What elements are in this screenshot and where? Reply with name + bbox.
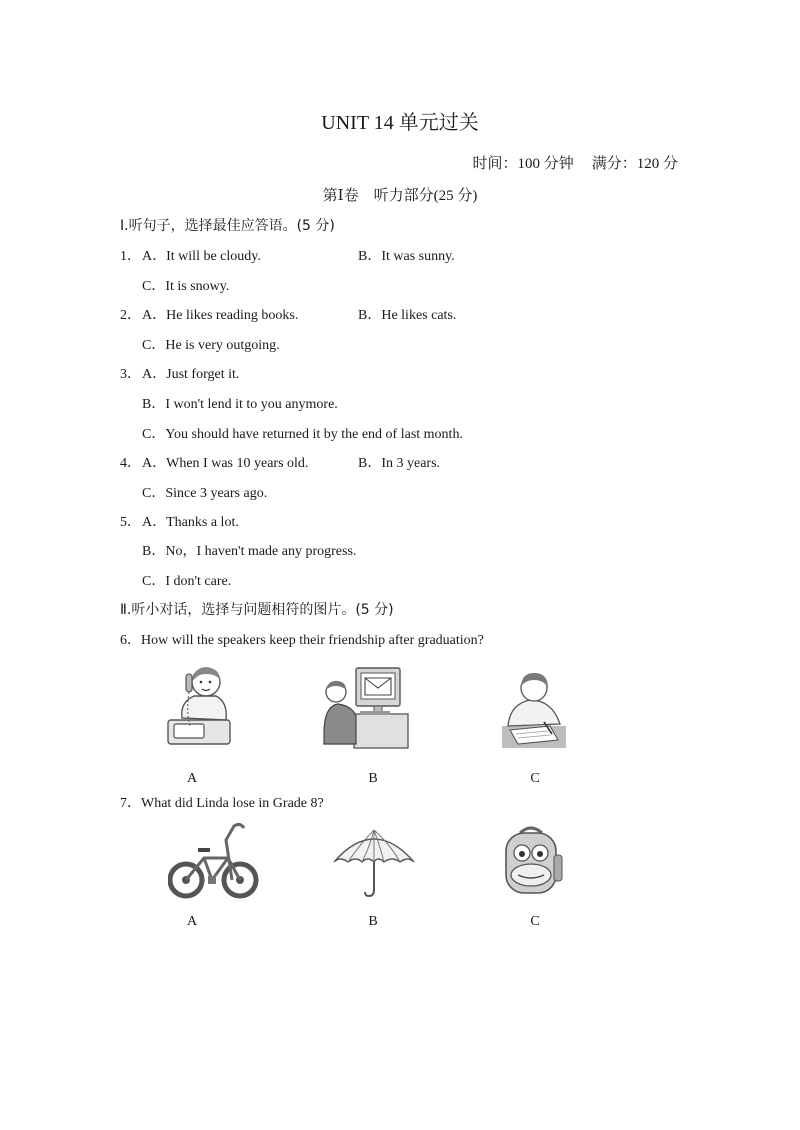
option-2c: C．He is very outgoing. (142, 338, 280, 353)
question-number: 5． (120, 515, 141, 530)
option-2b: B．He likes cats. (358, 308, 457, 323)
computer-email-icon (320, 664, 410, 750)
option-1a: A．It will be cloudy. (142, 249, 261, 264)
writing-letter-icon (500, 668, 568, 750)
question-number: 1． (120, 249, 141, 264)
picture-label-c: C (530, 771, 540, 786)
question-number: 3． (120, 367, 141, 382)
page-title: UNIT 14 单元过关 (321, 112, 479, 134)
picture-label-a: A (186, 771, 198, 786)
section-heading-2: Ⅱ.听小对话，选择与问题相符的图片。(5 分) (120, 602, 394, 618)
section-heading-1: Ⅰ.听句子，选择最佳应答语。(5 分) (120, 218, 335, 234)
bicycle-icon (168, 820, 260, 900)
option-4a: A．When I was 10 years old. (142, 456, 309, 471)
question-number: 4． (120, 456, 141, 471)
option-3c: C．You should have returned it by the end of last month. (142, 427, 463, 442)
question-7: 7．What did Linda lose in Grade 8? (120, 796, 324, 811)
backpack-icon (498, 825, 564, 897)
option-3a: A．Just forget it. (142, 367, 240, 382)
picture-label-a: A (186, 914, 198, 929)
option-1c: C．It is snowy. (142, 279, 230, 294)
phone-call-icon (160, 662, 240, 750)
time-limit: 时间：100 分钟 (472, 156, 574, 172)
picture-label-b: B (368, 771, 378, 786)
picture-label-c: C (530, 914, 540, 929)
option-5a: A．Thanks a lot. (142, 515, 239, 530)
umbrella-icon (330, 822, 418, 898)
exam-meta (472, 152, 678, 173)
picture-label-b: B (368, 914, 378, 929)
question-6: 6．How will the speakers keep their friendship after graduation? (120, 633, 484, 648)
option-5c: C．I don't care. (142, 574, 232, 589)
option-2a: A．He likes reading books. (142, 308, 299, 323)
option-4b: B．In 3 years. (358, 456, 441, 471)
part-title: 第Ⅰ卷 听力部分(25 分) (322, 188, 478, 204)
option-4c: C．Since 3 years ago. (142, 486, 268, 501)
full-score: 满分：120 分 (591, 156, 678, 172)
option-5b: B．No，I haven't made any progress. (142, 544, 357, 559)
question-number: 2． (120, 308, 141, 323)
option-1b: B．It was sunny. (358, 249, 455, 264)
option-3b: B．I won't lend it to you anymore. (142, 397, 338, 412)
